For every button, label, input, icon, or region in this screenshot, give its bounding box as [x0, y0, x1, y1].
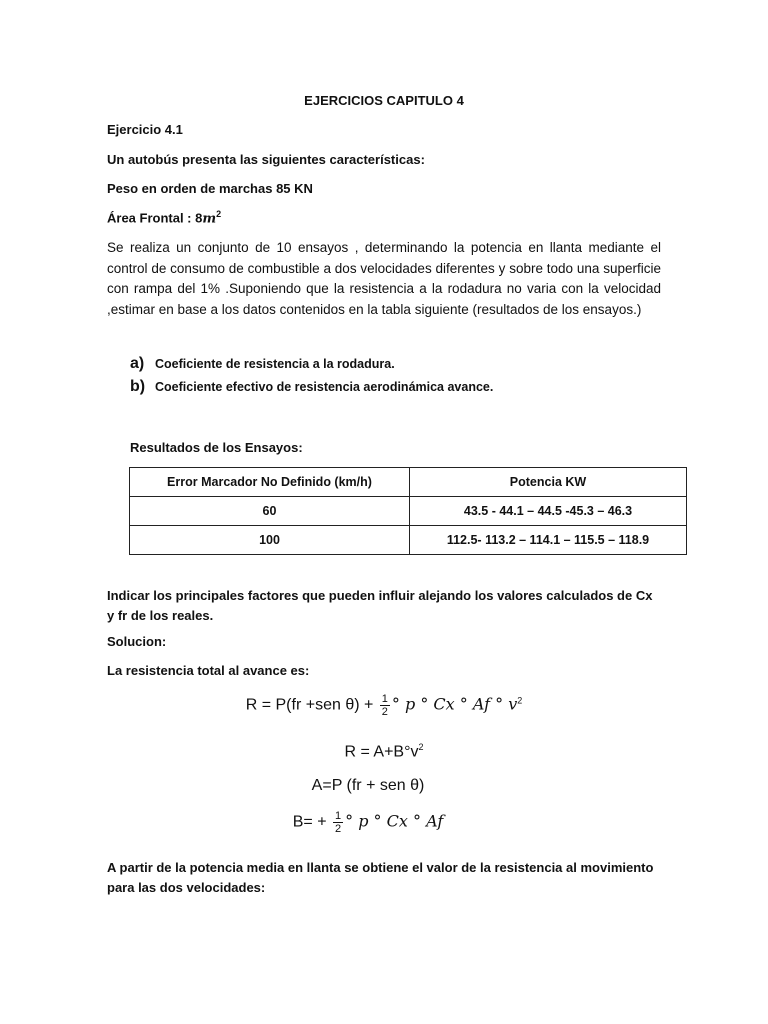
eq4-left: B= + [292, 813, 327, 831]
document-title: EJERCICIOS CAPITULO 4 [304, 93, 464, 108]
eq2-text: R = A+B°v [344, 743, 419, 761]
resistance-intro: La resistencia total al avance es: [107, 663, 310, 678]
table-caption: Resultados de los Ensayos: [130, 440, 303, 455]
eq1-fraction [380, 693, 390, 718]
solution-label: Solucion: [107, 634, 167, 649]
table-header-row [130, 468, 687, 497]
list-item-text: Coeficiente efectivo de resistencia aerodinámica avance. [155, 379, 494, 394]
table-cell: 60 [130, 497, 410, 526]
eq4-denominator: 2 [335, 823, 342, 835]
list-marker: b) [130, 377, 146, 395]
question-paragraph: Indicar los principales factores que pueden influir alejando los valores calculados de Cx y fr de los reales. [107, 588, 653, 623]
eq2-exponent: 2 [418, 742, 424, 752]
exercise-heading: Ejercicio 4.1 [107, 122, 183, 137]
table-header-cell: Error Marcador No Definido (km/h) [130, 468, 410, 497]
table-row [130, 526, 687, 555]
area-line [107, 209, 221, 226]
table-cell: 112.5- 113.2 – 114.1 – 115.5 – 118.9 [410, 526, 687, 555]
area-unit: m [202, 211, 217, 227]
list-item [130, 375, 493, 398]
equation-a: A=P (fr + sen θ) [311, 777, 425, 794]
list-item [130, 352, 493, 375]
equation-total-resistance [0, 693, 768, 718]
area-exponent: 2 [216, 209, 222, 219]
table-cell: 43.5 - 44.1 – 44.5 -45.3 – 46.3 [410, 497, 687, 526]
area-label: Área Frontal : 8 [107, 210, 203, 226]
list-marker: a) [130, 354, 145, 372]
eq1-left: R = P(fr +sen θ) + [245, 696, 374, 714]
weight-line: Peso en orden de marchas 85 KN [107, 181, 313, 196]
eq4-fraction [333, 810, 343, 835]
problem-paragraph: Se realiza un conjunto de 10 ensayos , determinando la potencia en llanta mediante el control de consumo de combustible a dos velocidades diferentes y sobre todo una superficie con rampa del 1% .Suponiendo que la resistencia a la rodadura no varia con la velocidad ,estimar en base a los datos contenidos en la tabla siguiente (resultados de los ensayos.) [107, 240, 661, 317]
equation-b [0, 810, 752, 835]
results-table [129, 467, 687, 555]
list-item-text: Coeficiente de resistencia a la rodadura. [155, 356, 395, 371]
eq1-right: ° p ° Cx ° Af ° v [391, 694, 518, 714]
intro-line: Un autobús presenta las siguientes características: [107, 152, 425, 167]
table-header-cell: Potencia KW [410, 468, 687, 497]
equation-r-ab [0, 742, 768, 761]
table-row [130, 497, 687, 526]
eq1-numerator: 1 [381, 693, 388, 705]
eq4-right: ° p ° Cx ° Af [345, 811, 444, 831]
eq1-exponent: 2 [517, 695, 523, 706]
eq4-numerator: 1 [335, 810, 342, 822]
question-list [130, 352, 493, 398]
closing-paragraph: A partir de la potencia media en llanta se obtiene el valor de la resistencia al movimiento para las dos velocidades: [107, 860, 654, 895]
eq1-denominator: 2 [381, 706, 388, 718]
table-cell: 100 [130, 526, 410, 555]
